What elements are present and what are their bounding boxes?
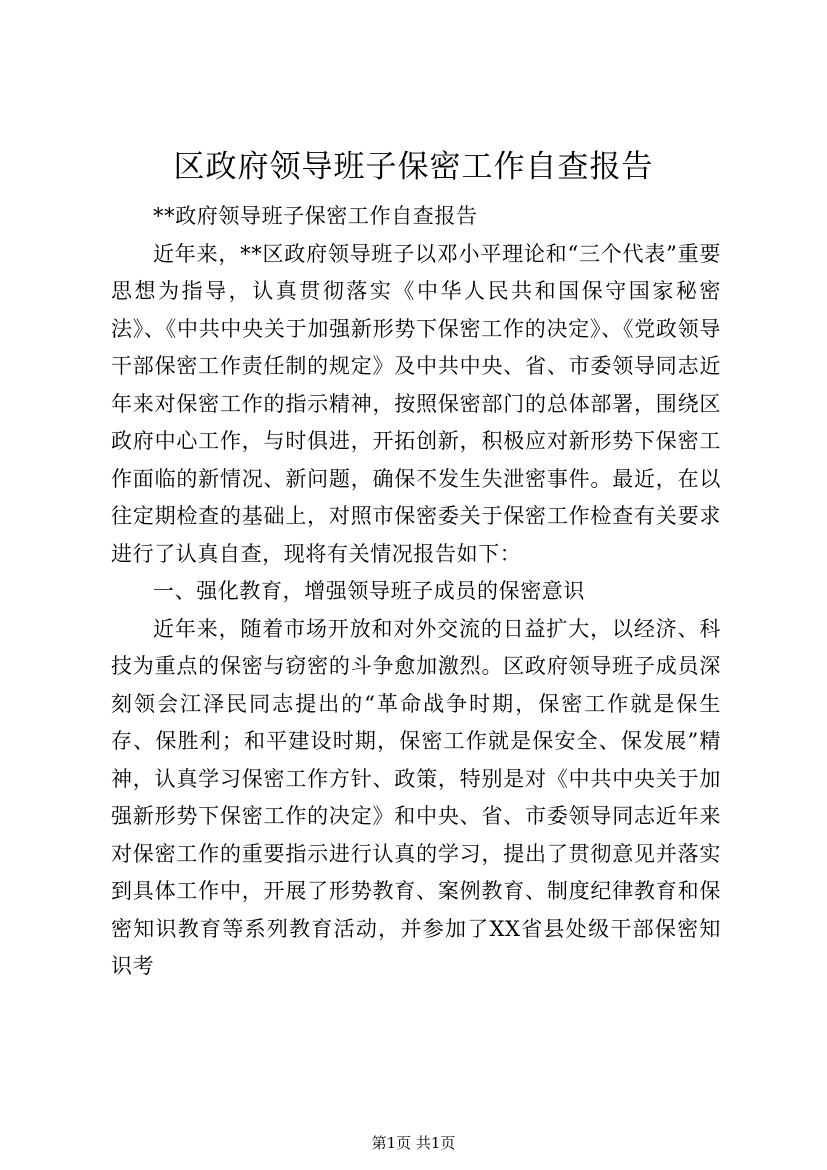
document-body bbox=[111, 198, 721, 986]
section-paragraph: 近年来，随着市场开放和对外交流的日益扩大，以经济、科技为重点的保密与窃密的斗争愈加激烈。区政府领导班子成员深刻领会江泽民同志提出的“革命战争时期，保密工作就是保生存、保胜利；和平建设时期，保密工作就是保安全、保发展”精神，认真学习保密工作方针、政策，特别是对《中共中央关于加强新形势下保密工作的决定》和中央、省、市委领导同志近年来对保密工作的重要指示进行认真的学习，提出了贯彻意见并落实到具体工作中，开展了形势教育、案例教育、制度纪律教育和保密知识教育等系列教育活动，并参加了XX省县处级干部保密知识考 bbox=[111, 616, 721, 978]
section-heading: 一、强化教育，增强领导班子成员的保密意识 bbox=[153, 579, 585, 603]
document-title: 区政府领导班子保密工作自查报告 bbox=[173, 149, 654, 185]
subtitle-paragraph: **政府领导班子保密工作自查报告 bbox=[153, 204, 478, 228]
intro-paragraph: 近年来，**区政府领导班子以邓小平理论和“三个代表”重要思想为指导，认真贯彻落实《中华人民共和国保守国家秘密法》、《中共中央关于加强新形势下保密工作的决定》、《党政领导干部保密工作责任制的规定》及中共中央、省、市委领导同志近年来对保密工作的指示精神，按照保密部门的总体部署，围绕区政府中心工作，与时俱进，开拓创新，积极应对新形势下保密工作面临的新情况、新问题，确保不发生失泄密事件。最近，在以往定期检查的基础上，对照市保密委关于保密工作检查有关要求进行了认真自查，现将有关情况报告如下： bbox=[111, 241, 721, 566]
page-footer: 第1页 共1页 bbox=[371, 1134, 456, 1152]
